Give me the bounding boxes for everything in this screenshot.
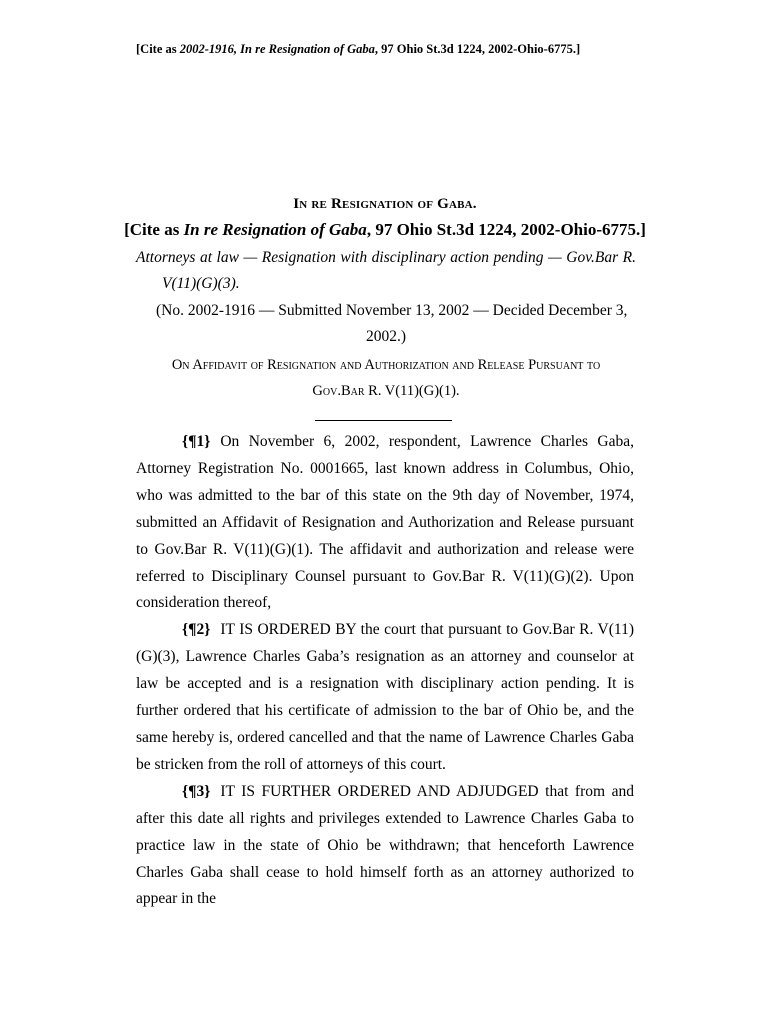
docket-line-1: (No. 2002-1916 — Submitted November 13, 2002 — Decided December 3, [156, 302, 628, 319]
citation-suffix: , 97 Ohio St.3d 1224, 2002-Ohio-6775.] [366, 220, 646, 239]
paragraph-text-2: IT IS ORDERED BY the court that pursuant to Gov.Bar R. V(11)(G)(3), Lawrence Charles Gaba’s resignation as an attorney and counselor at law be accepted and is a resignation with disciplinary action pending. It is further ordered that his certificate of admission to the bar of Ohio be, and the same hereby is, ordered cancelled and that the name of Lawrence Charles Gaba be stricken from the roll of attorneys of this court. [136, 621, 634, 773]
headnote-line-1: Attorneys at law — Resignation with disciplinary action pending — Gov.Bar R. [136, 249, 636, 266]
paragraph-2 [136, 617, 634, 778]
docket-info [136, 298, 636, 350]
citation-line [0, 220, 770, 240]
paragraph-mark-1: {¶1} [182, 433, 211, 450]
running-head-citation [136, 42, 580, 57]
paragraph-text-3: IT IS FURTHER ORDERED AND ADJUDGED that from and after this date all rights and privileges extended to Lawrence Charles Gaba to practice law in the state of Ohio be withdrawn; that henceforth Lawrence Charles Gaba shall cease to hold himself forth as an attorney authorized to appear in the [136, 782, 634, 908]
section-divider [315, 420, 452, 421]
on-affidavit-line-1: On Affidavit of Resignation and Authorization and Release Pursuant to [171, 357, 601, 373]
paragraph-text-1: On November 6, 2002, respondent, Lawrence Charles Gaba, Attorney Registration No. 0001665, last known address in Columbus, Ohio, who was admitted to the bar of this state on the 9th day of November, 1974, submitted an Affidavit of Resignation and Authorization and Release pursuant to Gov.Bar R. V(11)(G)(1). The affidavit and authorization and release were referred to Disciplinary Counsel pursuant to Gov.Bar R. V(11)(G)(2). Upon consideration thereof, [136, 433, 634, 612]
on-affidavit-heading [136, 352, 636, 404]
citation-case-name: In re Resignation of Gaba [183, 220, 367, 239]
case-title: In re Resignation of Gaba. [293, 196, 477, 212]
running-head-suffix: , 97 Ohio St.3d 1224, 2002-Ohio-6775.] [374, 42, 581, 56]
running-head-docket: 2002-1916, In re Resignation of Gaba [179, 42, 375, 56]
paragraph-1 [136, 429, 634, 617]
headnote [136, 245, 636, 297]
paragraph-mark-3: {¶3} [182, 782, 211, 800]
citation-prefix: [Cite as [124, 220, 184, 239]
opinion-body [136, 429, 634, 913]
headnote-line-2: V(11)(G)(3). [162, 275, 240, 292]
running-head-prefix: [Cite as [136, 42, 180, 56]
paragraph-mark-2: {¶2} [182, 621, 211, 639]
on-affidavit-line-2: Gov.Bar R. V(11)(G)(1). [312, 383, 460, 399]
docket-line-2: 2002.) [365, 328, 407, 345]
paragraph-3 [136, 779, 634, 914]
